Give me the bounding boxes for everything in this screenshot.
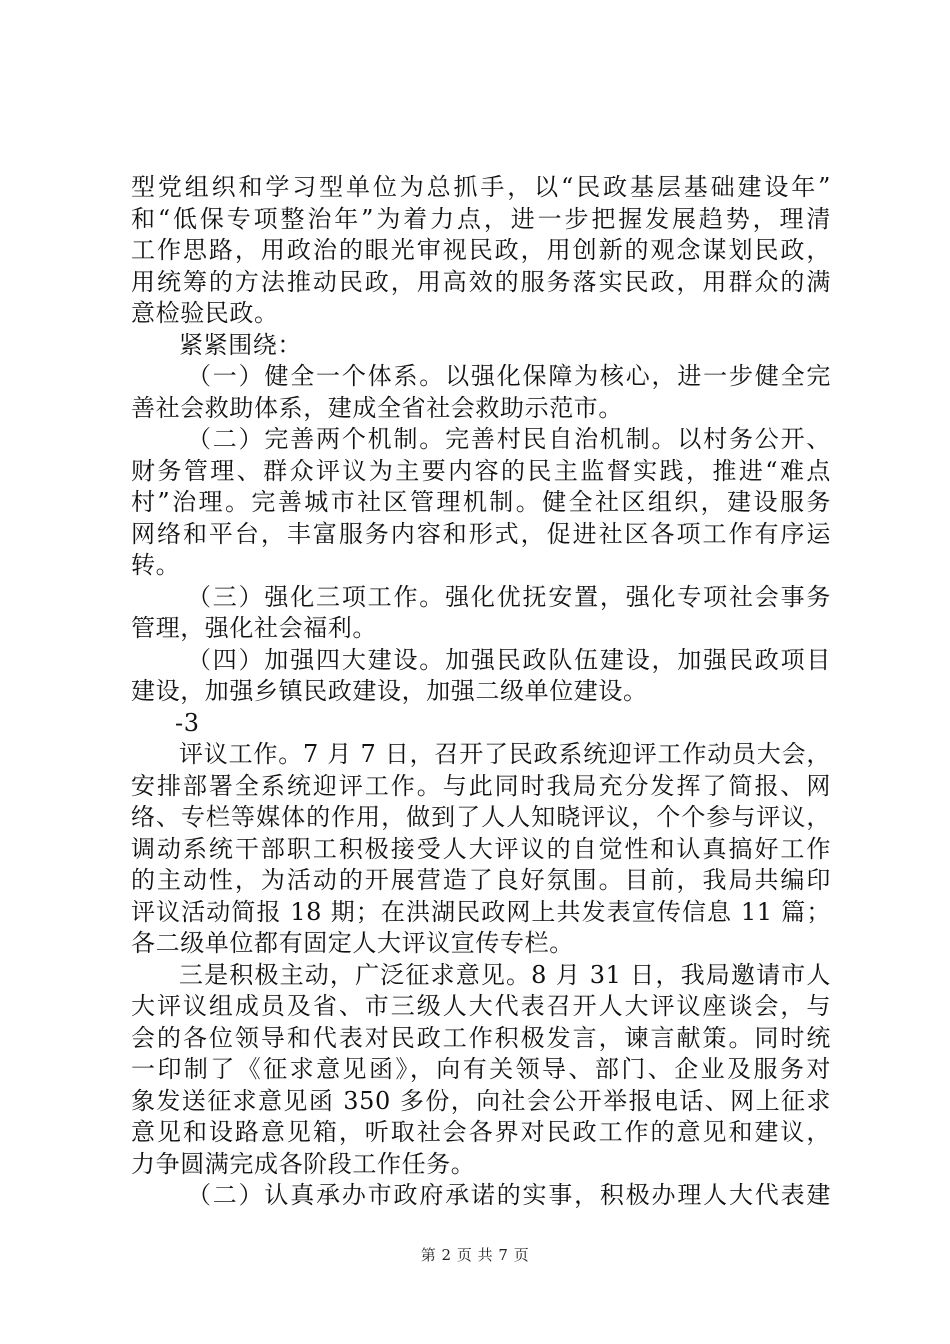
text-line: 三是积极主动，广泛征求意见。8 月 31 日，我局邀请市人 bbox=[179, 960, 831, 989]
document-body bbox=[131, 172, 831, 1212]
text-line: 村”治理。完善城市社区管理机制。健全社区组织，建设服务 bbox=[131, 488, 831, 516]
text-line: 意检验民政。 bbox=[131, 299, 279, 327]
text-line: 转。 bbox=[131, 551, 181, 579]
text-line: 网络和平台，丰富服务内容和形式，促进社区各项工作有序运 bbox=[131, 519, 831, 548]
page-footer: 第 2 页 共 7 页 bbox=[420, 1246, 530, 1264]
text-line: 力争圆满完成各阶段工作任务。 bbox=[131, 1149, 476, 1178]
text-line: 一印制了《征求意见函》，向有关领导、部门、企业及服务对 bbox=[131, 1055, 831, 1083]
text-line: 会的各位领导和代表对民政工作积极发言，谏言献策。同时统 bbox=[131, 1023, 831, 1052]
text-line: 型党组织和学习型单位为总抓手，以“民政基层基础建设年” bbox=[131, 173, 831, 201]
text-line: 大评议组成员及省、市三级人大代表召开人大评议座谈会，与 bbox=[131, 992, 831, 1020]
text-line: （二）认真承办市政府承诺的实事，积极办理人大代表建 bbox=[187, 1181, 831, 1209]
text-line: 评议工作。7 月 7 日，召开了民政系统迎评工作动员大会， bbox=[179, 740, 831, 768]
text-line: 络、专栏等媒体的作用，做到了人人知晓评议，个个参与评议， bbox=[131, 803, 831, 831]
text-line: 各二级单位都有固定人大评议宣传专栏。 bbox=[131, 929, 574, 957]
text-line: 工作思路，用政治的眼光审视民政，用创新的观念谋划民政， bbox=[131, 236, 831, 264]
text-line: 和“低保专项整治年”为着力点，进一步把握发展趋势，理清 bbox=[131, 204, 831, 233]
text-line: 用统筹的方法推动民政，用高效的服务落实民政，用群众的满 bbox=[131, 267, 831, 296]
text-line: 评议活动简报 18 期；在洪湖民政网上共发表宣传信息 11 篇； bbox=[131, 897, 831, 926]
text-line: （二）完善两个机制。完善村民自治机制。以村务公开、 bbox=[187, 425, 831, 453]
text-line: （三）强化三项工作。强化优抚安置，强化专项社会事务 bbox=[187, 582, 831, 611]
text-line: 象发送征求意见函 350 多份，向社会公开举报电话、网上征求 bbox=[131, 1086, 831, 1115]
text-line: 建设，加强乡镇民政建设，加强二级单位建设。 bbox=[131, 677, 648, 705]
text-line: 善社会救助体系，建成全省社会救助示范市。 bbox=[131, 393, 623, 422]
text-line: 管理，强化社会福利。 bbox=[131, 614, 377, 642]
text-line: 紧紧围绕： bbox=[179, 330, 302, 359]
text-line: 调动系统干部职工积极接受人大评议的自觉性和认真搞好工作 bbox=[131, 834, 831, 863]
text-line: 财务管理、群众评议为主要内容的民主监督实践，推进“难点 bbox=[131, 456, 831, 485]
text-line: （四）加强四大建设。加强民政队伍建设，加强民政项目 bbox=[187, 645, 831, 674]
text-line: 的主动性，为活动的开展营造了良好氛围。目前，我局共编印 bbox=[131, 866, 831, 894]
text-line: 安排部署全系统迎评工作。与此同时我局充分发挥了简报、网 bbox=[131, 771, 831, 800]
text-line: -3 bbox=[175, 708, 200, 737]
text-line: 意见和设路意见箱，听取社会各界对民政工作的意见和建议， bbox=[131, 1118, 831, 1146]
text-line: （一）健全一个体系。以强化保障为核心，进一步健全完 bbox=[187, 362, 831, 390]
